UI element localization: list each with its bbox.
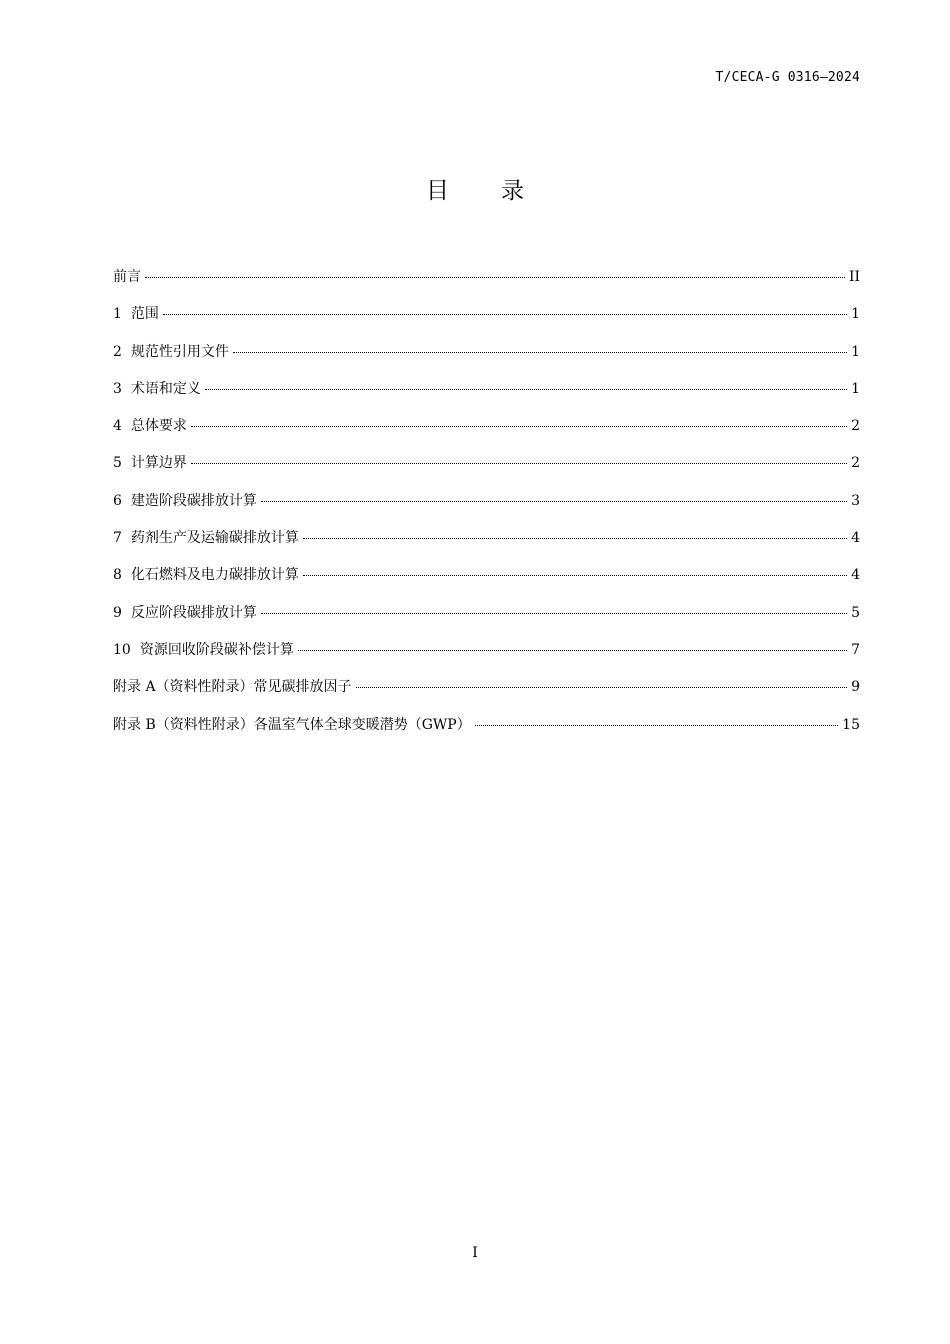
dot-leader — [191, 462, 847, 464]
toc-entry-title: 建造阶段碳排放计算 — [130, 492, 257, 509]
toc-entry-general-requirements[interactable] — [113, 415, 860, 452]
toc-entry-title: 附录 A（资料性附录）常见碳排放因子 — [113, 679, 352, 696]
toc-entry-page: 4 — [851, 530, 860, 547]
toc-entry-title: 总体要求 — [130, 418, 187, 435]
toc-entry-normative-references[interactable] — [113, 341, 860, 378]
dot-leader — [356, 686, 848, 688]
toc-title: 目录 — [426, 178, 576, 204]
toc-entry-title: 术语和定义 — [130, 380, 201, 397]
toc-entry-title-wrap — [113, 415, 189, 437]
toc-entry-title-wrap — [113, 378, 203, 400]
dot-leader — [163, 313, 847, 315]
toc-entry-title: 资源回收阶段碳补偿计算 — [139, 641, 294, 658]
toc-entry-title: 药剂生产及运输碳排放计算 — [130, 530, 299, 547]
toc-entry-number: 7 — [113, 530, 122, 547]
toc-entry-number: 9 — [113, 604, 122, 621]
toc-entry-fossil-fuel-electricity[interactable] — [113, 564, 860, 601]
dot-leader — [261, 612, 847, 614]
dot-leader — [191, 425, 847, 427]
toc-entry-title-wrap — [113, 564, 301, 586]
toc-entry-appendix-b[interactable] — [113, 714, 860, 751]
toc-entry-title: 化石燃料及电力碳排放计算 — [130, 567, 299, 584]
toc-entry-page: 15 — [842, 716, 860, 733]
page-number: I — [472, 1245, 478, 1261]
toc-entry-page: 1 — [851, 306, 860, 323]
toc-entry-title: 范围 — [130, 306, 159, 323]
dot-leader — [303, 537, 847, 539]
toc-entry-title: 规范性引用文件 — [130, 343, 229, 360]
toc-entry-number: 2 — [113, 343, 122, 360]
toc-entry-page: 5 — [851, 604, 860, 621]
toc-entry-appendix-a[interactable] — [113, 676, 860, 713]
toc-entry-title-wrap — [113, 602, 259, 624]
dot-leader — [298, 649, 847, 651]
toc-entry-reaction-stage[interactable] — [113, 602, 860, 639]
toc-entry-number: 1 — [113, 306, 122, 323]
toc-entry-terms-definitions[interactable] — [113, 378, 860, 415]
toc-entry-number: 5 — [113, 455, 122, 472]
toc-entry-title-wrap — [113, 341, 231, 363]
toc-entry-title-wrap — [113, 527, 301, 549]
toc-entry-page: 2 — [851, 455, 860, 472]
toc-entry-page: 1 — [851, 343, 860, 360]
table-of-contents — [113, 266, 860, 751]
toc-entry-page: 4 — [851, 567, 860, 584]
toc-entry-page: II — [848, 269, 860, 285]
toc-entry-foreword[interactable] — [113, 266, 860, 303]
toc-entry-number: 6 — [113, 492, 122, 509]
toc-entry-calculation-boundary[interactable] — [113, 452, 860, 489]
dot-leader — [261, 500, 847, 502]
dot-leader — [303, 574, 847, 576]
toc-entry-page: 2 — [851, 418, 860, 435]
toc-entry-title-wrap — [113, 490, 259, 512]
toc-entry-title-wrap — [113, 452, 189, 474]
toc-entry-page: 9 — [851, 679, 860, 696]
toc-entry-chemical-production[interactable] — [113, 527, 860, 564]
toc-entry-title-wrap — [113, 639, 296, 661]
toc-entry-page: 1 — [851, 380, 860, 397]
dot-leader — [475, 724, 838, 726]
toc-entry-title: 反应阶段碳排放计算 — [130, 604, 257, 621]
toc-entry-title: 计算边界 — [130, 455, 187, 472]
toc-entry-page: 7 — [851, 641, 860, 658]
toc-entry-number: 10 — [113, 641, 131, 658]
dot-leader — [205, 388, 847, 390]
toc-entry-title: 前言 — [113, 269, 141, 285]
toc-entry-number: 3 — [113, 380, 122, 397]
toc-entry-number: 4 — [113, 418, 122, 435]
toc-entry-number: 8 — [113, 567, 122, 584]
toc-entry-title: 附录 B（资料性附录）各温室气体全球变暖潜势（GWP） — [113, 716, 471, 733]
toc-entry-scope[interactable] — [113, 303, 860, 340]
dot-leader — [233, 351, 847, 353]
dot-leader — [145, 276, 845, 278]
toc-entry-resource-recovery[interactable] — [113, 639, 860, 676]
toc-entry-construction-stage[interactable] — [113, 490, 860, 527]
document-code: T/CECA-G 0316—2024 — [715, 70, 860, 85]
toc-entry-page: 3 — [851, 492, 860, 509]
toc-entry-title-wrap — [113, 303, 161, 325]
